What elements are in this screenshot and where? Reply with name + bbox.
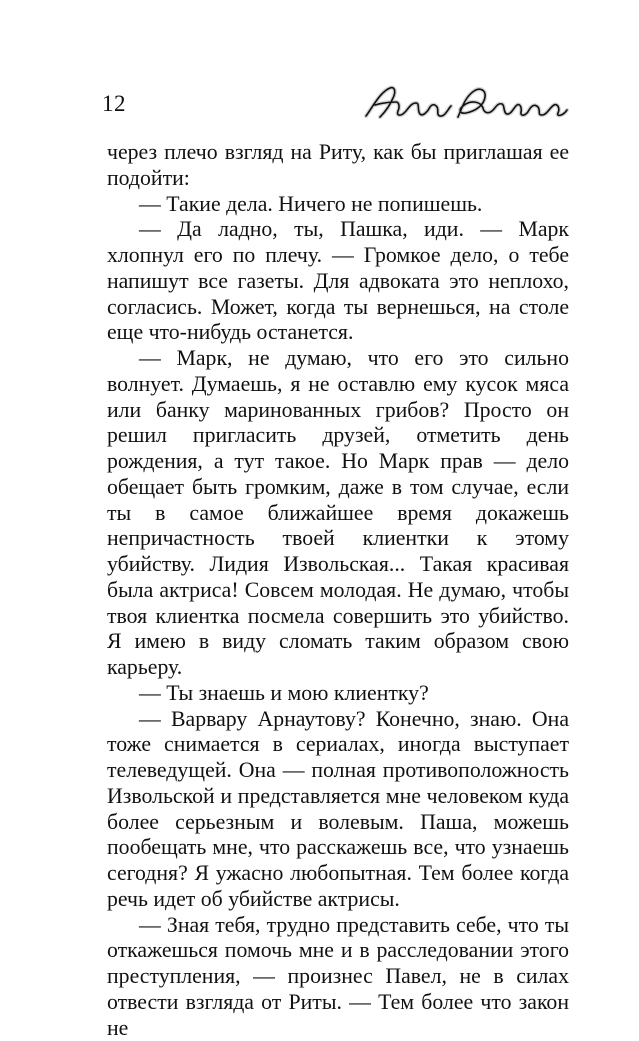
paragraph: — Ты знаешь и мою клиентку? [107,681,569,707]
page-header [98,70,572,128]
paragraph: — Да ладно, ты, Пашка, иди. — Марк хлопнул его по плечу. — Громкое дело, о тебе напишут все газеты. Для адвоката это неплохо, согласись. Может, когда ты вернешься, на столе еще что-нибудь останется. [107,217,569,346]
paragraph: — Варвару Арнаутову? Конечно, знаю. Она тоже снимается в сериалах, иногда выступает телеведущей. Она — полная противоположность Извольской и представляется мне человеком куда более серьезным и волевым. Паша, можешь пообещать мне, что расскажешь все, что узнаешь сегодня? Я ужасно любопытная. Тем более когда речь идет об убийстве актрисы. [107,707,569,913]
paragraph: — Зная тебя, трудно представить себе, что ты откажешься помочь мне и в расследовании этого преступления, — произнес Павел, не в силах отвести взгляда от Риты. — Тем более что закон не [107,913,569,1041]
page-number: 12 [102,90,126,118]
paragraph-continuation: через плечо взгляд на Риту, как бы приглашая ее подойти: [107,140,569,192]
paragraph: — Марк, не думаю, что его это сильно волнует. Думаешь, я не оставлю ему кусок мяса или банку маринованных грибов? Просто он решил пригласить друзей, отметить день рождения, а тут такое. Но Марк прав — дело обещает быть громким, даже в том случае, если ты в самое ближайшее время докажешь непричастность твоей клиентки к этому убийству. Лидия Извольская... Такая красивая была актриса! Совсем молодая. Не думаю, чтобы твоя клиентка посмела совершить это убийство. Я имею в виду сломать таким образом свою карьеру. [107,346,569,681]
paragraph: — Такие дела. Ничего не попишешь. [107,192,569,218]
book-text [107,140,569,1041]
author-signature-logo [362,80,572,124]
